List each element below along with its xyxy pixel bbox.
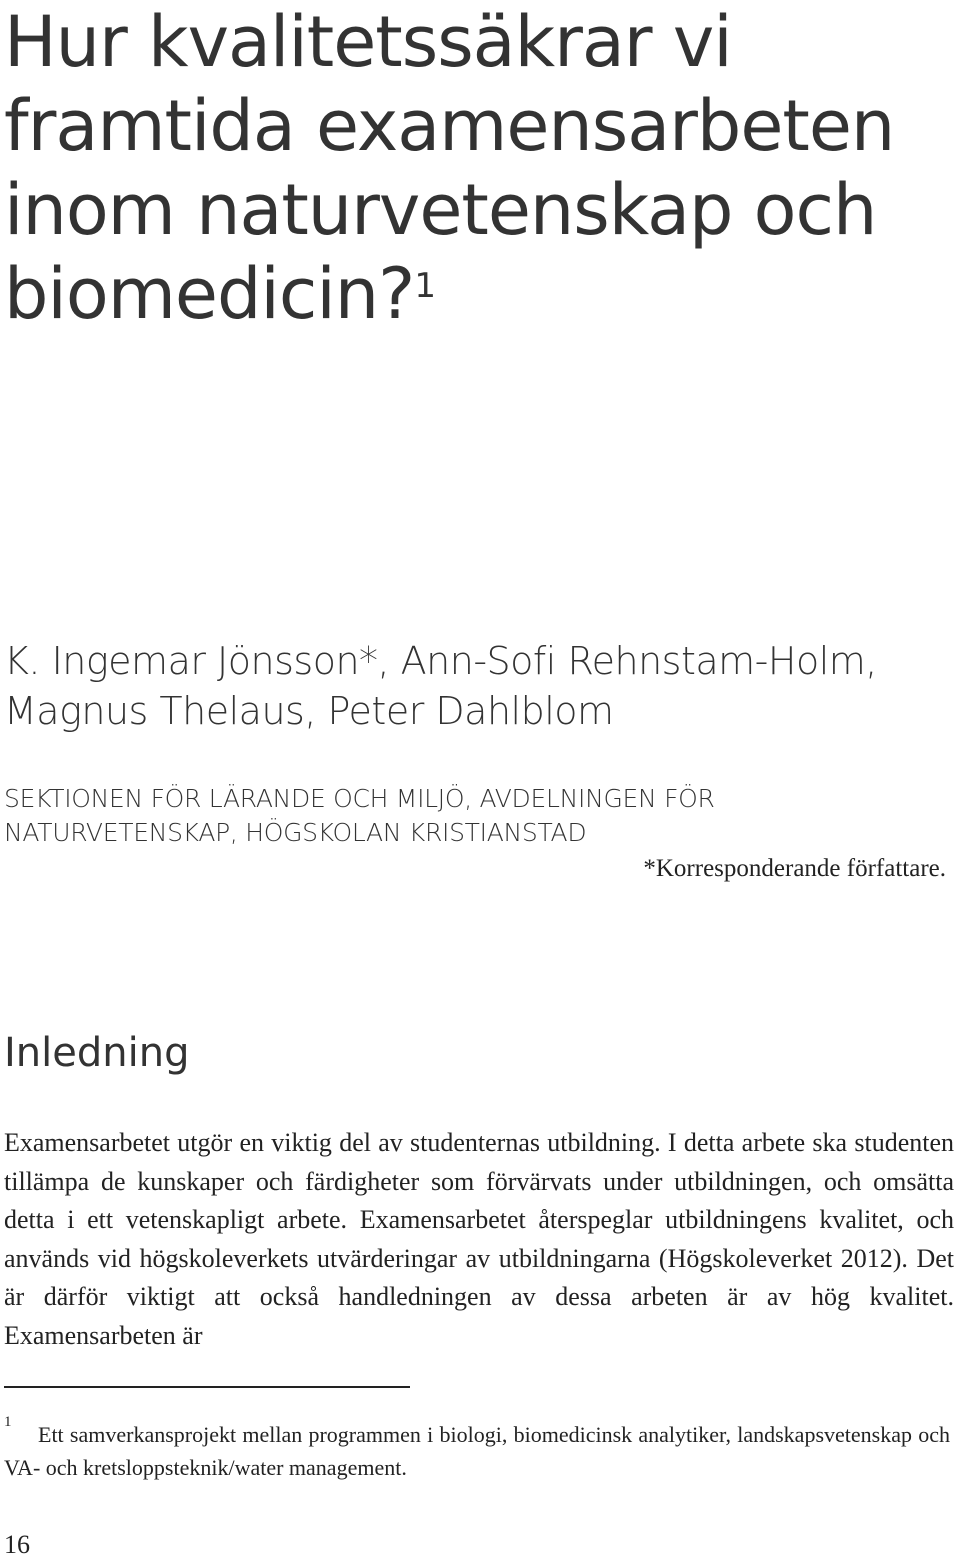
footnote-text: Ett samverkansprojekt mellan programmen i biologi, biomedicinsk analytiker, landskapsvetenskap och VA- och kretsloppsteknik/water management. xyxy=(4,1422,950,1480)
body-paragraph: Examensarbetet utgör en viktig del av studenternas utbildning. I detta arbete ska studenten tillämpa de kunskaper och färdigheter som förvärvats under utbildningen, och omsätta detta i ett vetenskapligt arbete. Examensarbetet återspeglar utbildningens kvalitet, och används vid högskoleverkets utvärderingar av utbildningarna (Högskoleverket 2012). Det är därför viktigt att också handledningen av dessa arbeten är av hög kvalitet. Examensarbeten är xyxy=(4,1128,954,1350)
article-title xyxy=(4,0,944,336)
footnote-divider xyxy=(4,1386,410,1388)
title-footnote-marker: 1 xyxy=(414,266,435,306)
footnote-marker: 1 xyxy=(4,1414,12,1430)
author-list: K. Ingemar Jönsson*, Ann-Sofi Rehnstam-Holm, Magnus Thelaus, Peter Dahlblom xyxy=(4,639,877,733)
page-number: 16 xyxy=(4,1530,30,1559)
corresponding-author-note: *Korresponderande författare. xyxy=(643,855,946,882)
section-heading: Inledning xyxy=(4,1030,190,1076)
title-text: Hur kvalitetssäkrar vi framtida examensarbeten inom naturvetenskap och biomedicin? xyxy=(4,1,895,335)
affiliation: SEKTIONEN FÖR LÄRANDE OCH MILJÖ, AVDELNINGEN FÖR NATURVETENSKAP, HÖGSKOLAN KRISTIANSTAD xyxy=(4,784,715,847)
